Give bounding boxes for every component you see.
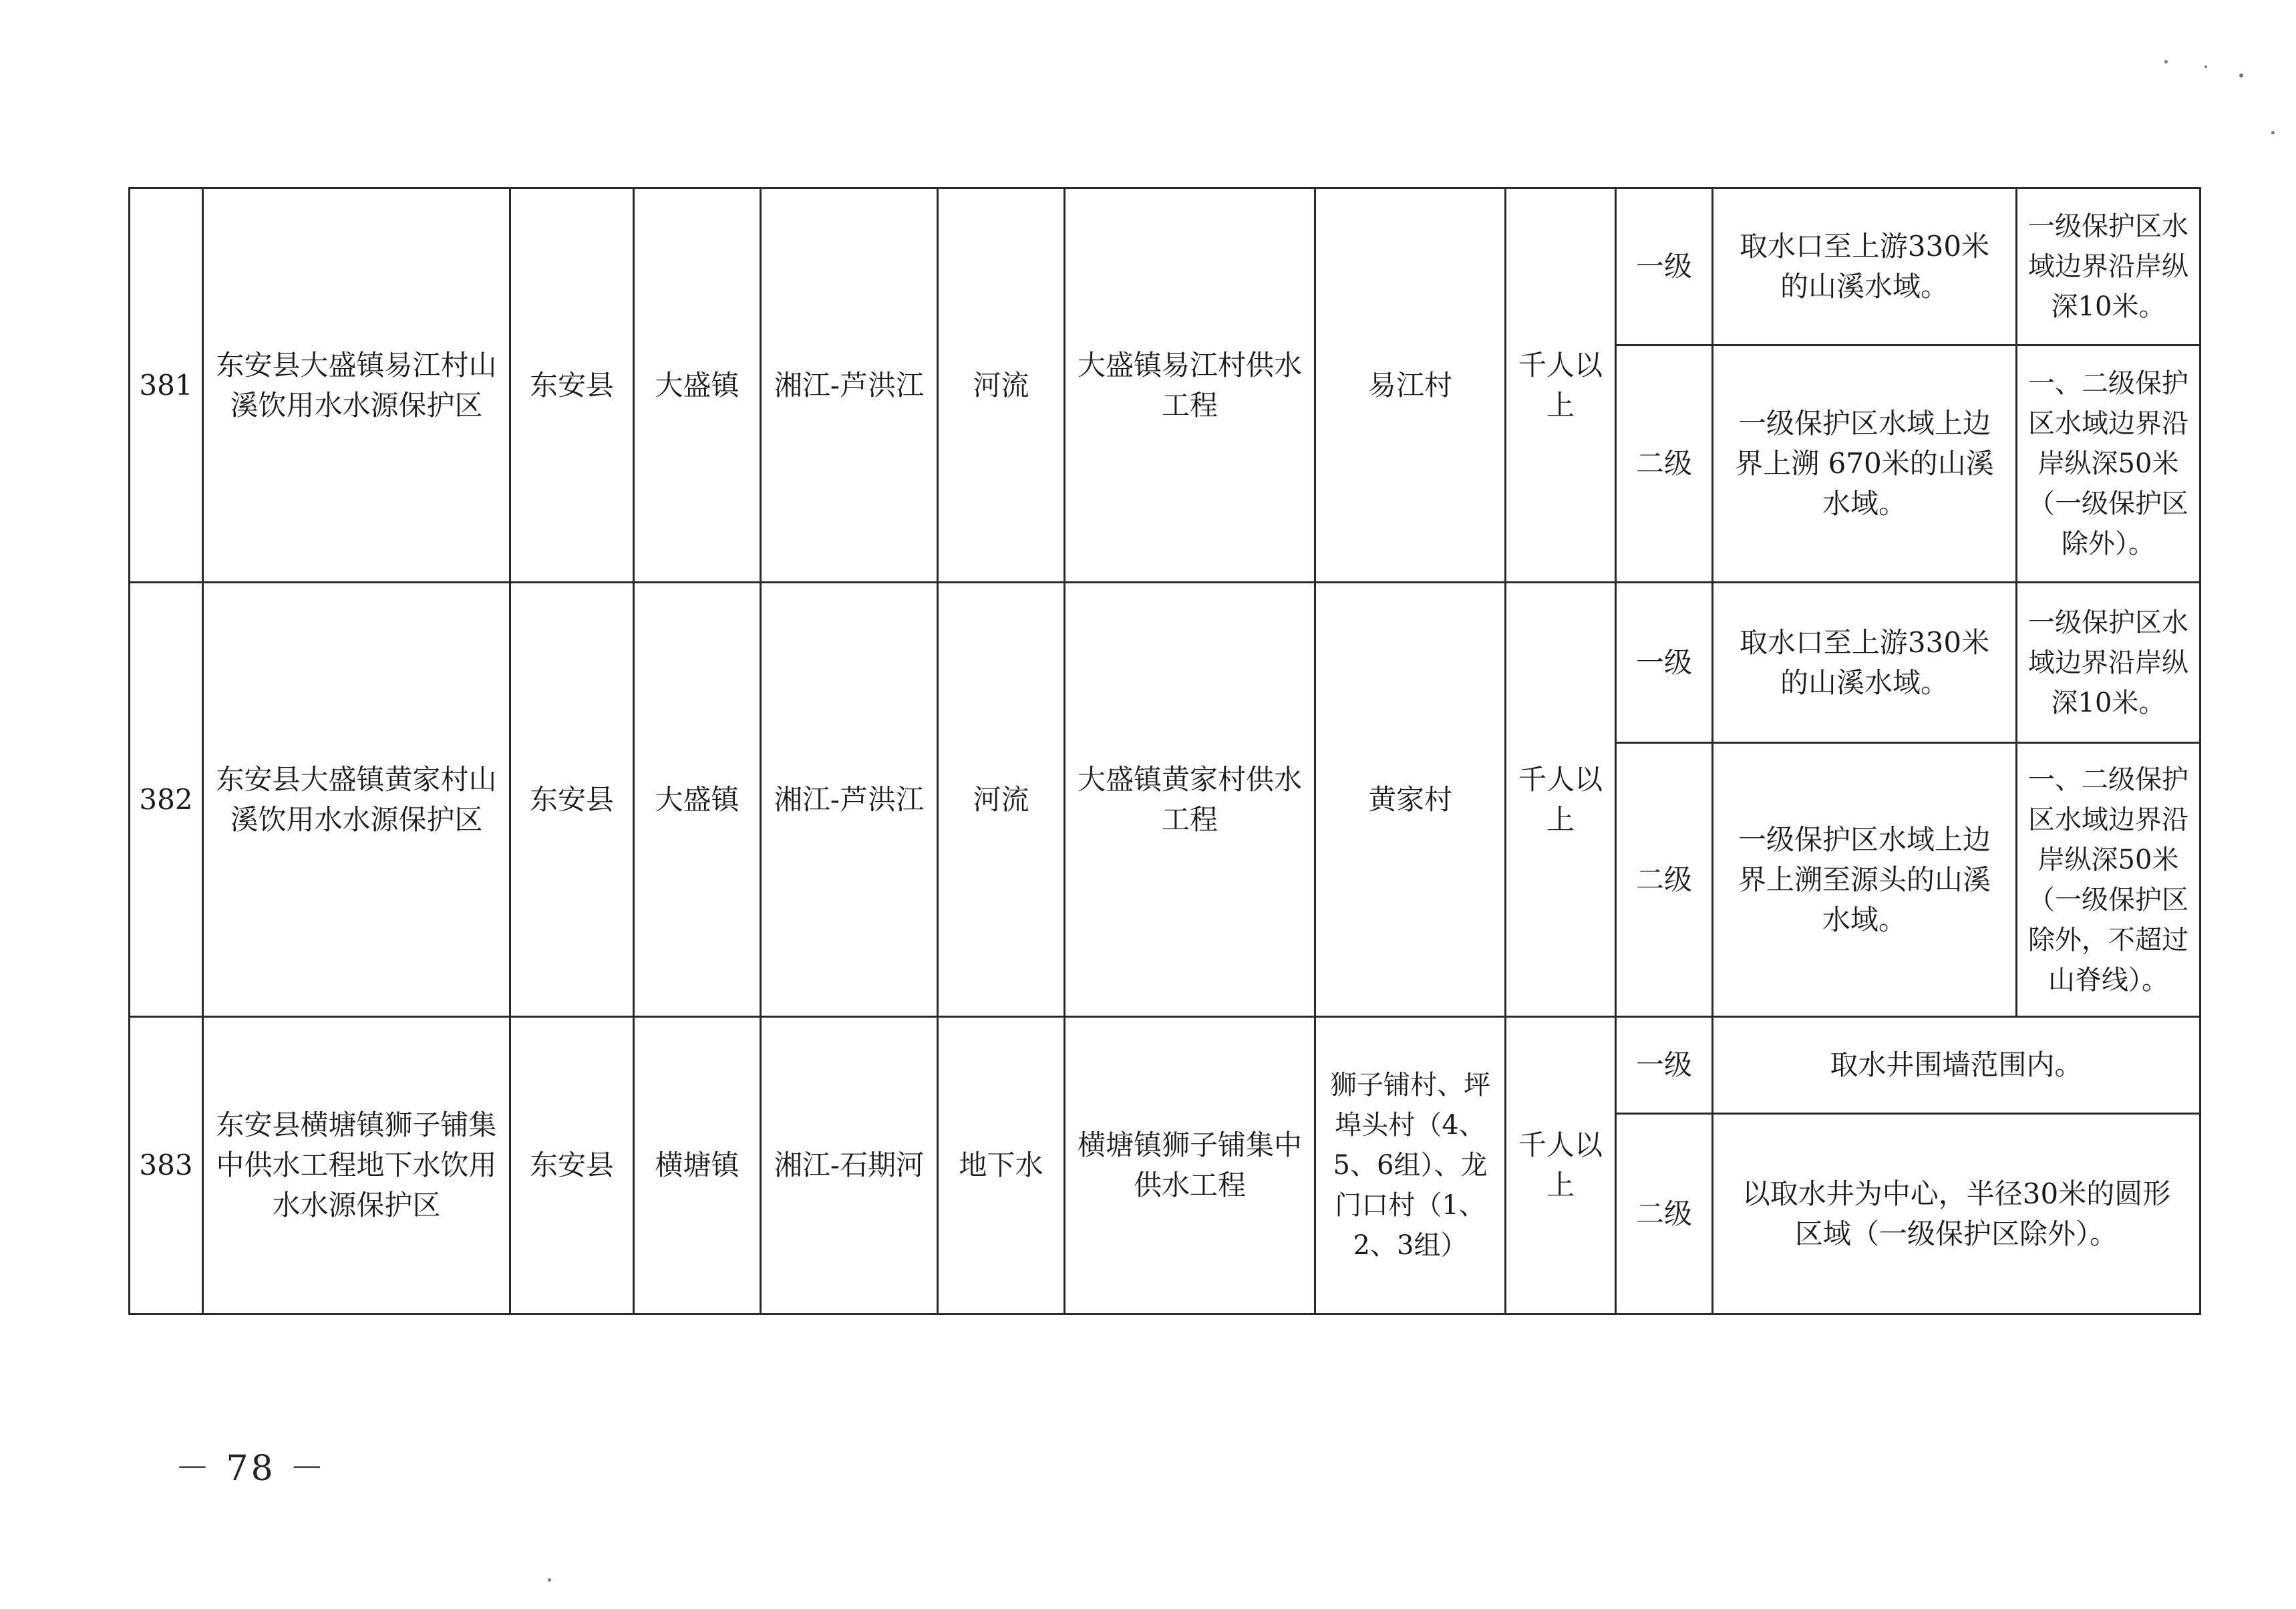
water-source-type: 地下水 (938, 1017, 1065, 1314)
protection-area-name: 东安县横塘镇狮子铺集中供水工程地下水饮用水水源保护区 (203, 1017, 510, 1314)
service-area: 黄家村 (1315, 583, 1506, 1017)
land-area-range: 一级保护区水域边界沿岸纵深10米。 (2017, 583, 2200, 743)
town: 横塘镇 (634, 1017, 761, 1314)
protection-range: 取水井围墙范围内。 (1713, 1017, 2200, 1114)
row-number: 383 (130, 1017, 203, 1314)
table-row (130, 1017, 2200, 1114)
town: 大盛镇 (634, 583, 761, 1017)
water-supply-project: 横塘镇狮子铺集中供水工程 (1065, 1017, 1315, 1314)
land-area-range: 一、二级保护区水域边界沿岸纵深50米（一级保护区除外）。 (2017, 345, 2200, 583)
service-scale: 千人以上 (1506, 1017, 1616, 1314)
land-area-range: 一级保护区水域边界沿岸纵深10米。 (2017, 188, 2200, 345)
zone-level: 二级 (1616, 743, 1713, 1017)
zone-level: 一级 (1616, 188, 1713, 345)
water-supply-project: 大盛镇黄家村供水工程 (1065, 583, 1315, 1017)
water-source-type: 河流 (938, 583, 1065, 1017)
town: 大盛镇 (634, 188, 761, 583)
water-area-range: 一级保护区水域上边界上溯至源头的山溪水域。 (1713, 743, 2017, 1017)
water-area-range: 取水口至上游330米的山溪水域。 (1713, 188, 2017, 345)
water-area-range: 一级保护区水域上边界上溯 670米的山溪水域。 (1713, 345, 2017, 583)
page-number: － 78 － (175, 1449, 327, 1489)
scan-speck (2271, 131, 2275, 134)
river-basin: 湘江-石期河 (761, 1017, 938, 1314)
land-area-range: 一、二级保护区水域边界沿岸纵深50米（一级保护区除外，不超过山脊线）。 (2017, 743, 2200, 1017)
service-scale: 千人以上 (1506, 583, 1616, 1017)
water-supply-project: 大盛镇易江村供水工程 (1065, 188, 1315, 583)
table-row (130, 188, 2200, 345)
protection-area-name: 东安县大盛镇易江村山溪饮用水水源保护区 (203, 188, 510, 583)
row-number: 381 (130, 188, 203, 583)
scan-speck (2239, 74, 2243, 78)
zone-level: 一级 (1616, 1017, 1713, 1114)
scan-speck (2164, 60, 2168, 63)
service-scale: 千人以上 (1506, 188, 1616, 583)
row-number: 382 (130, 583, 203, 1017)
water-source-type: 河流 (938, 188, 1065, 583)
scan-speck (2204, 65, 2207, 68)
county: 东安县 (510, 1017, 634, 1314)
water-area-range: 取水口至上游330米的山溪水域。 (1713, 583, 2017, 743)
zone-level: 二级 (1616, 1114, 1713, 1314)
protection-range: 以取水井为中心，半径30米的圆形区域（一级保护区除外）。 (1713, 1114, 2200, 1314)
scan-speck (548, 1578, 551, 1582)
zone-level: 一级 (1616, 583, 1713, 743)
county: 东安县 (510, 583, 634, 1017)
zone-level: 二级 (1616, 345, 1713, 583)
protection-area-name: 东安县大盛镇黄家村山溪饮用水水源保护区 (203, 583, 510, 1017)
table-row (130, 583, 2200, 743)
river-basin: 湘江-芦洪江 (761, 188, 938, 583)
service-area: 狮子铺村、坪埠头村（4、5、6组）、龙门口村（1、2、3组） (1315, 1017, 1506, 1314)
water-source-protection-table (128, 187, 2201, 1315)
service-area: 易江村 (1315, 188, 1506, 583)
river-basin: 湘江-芦洪江 (761, 583, 938, 1017)
county: 东安县 (510, 188, 634, 583)
